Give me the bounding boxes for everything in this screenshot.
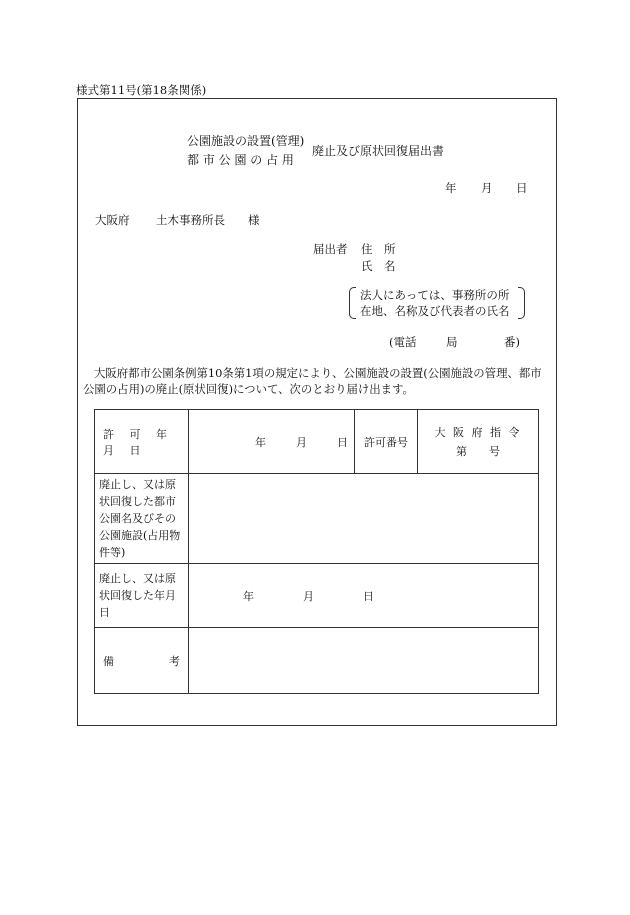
facility-field[interactable] [189,474,539,564]
title-suffix: 廃止及び原状回復届出書 [312,144,445,158]
title-line-1: 公園施設の設置(管理) [187,134,305,148]
permit-date-label: 許 可 年 月 日 [95,410,189,474]
remarks-label [95,628,189,694]
form-number: 様式第11号(第18条関係) [76,83,207,97]
corporate-note-left-brace [349,287,356,319]
permit-date-day: 日 [337,435,348,449]
addressee-prefecture: 大阪府 [95,213,130,227]
remarks-label-2: 考 [169,654,180,668]
directive-line-2: 第 号 [456,445,500,458]
remarks-label-1: 備 [103,654,114,668]
notifier-address-label: 住 所 [361,242,396,256]
title-line-2: 都 市 公 園 の 占 用 [187,153,294,167]
restored-year: 年 [243,589,254,603]
corporate-note-right-brace [518,287,525,319]
phone-exchange: 局 [446,335,458,349]
restored-month: 月 [303,589,314,603]
addressee-honorific: 様 [248,213,260,227]
notifier-name-label: 氏 名 [361,259,396,273]
restored-day: 日 [363,589,374,603]
permit-date-month: 月 [296,435,307,449]
body-text-line-2: 公園の占用)の廃止(原状回復)について、次のとおり届け出ます。 [83,382,414,396]
restored-date-field[interactable] [189,564,539,628]
directive-line-1: 大 阪 府 指 令 [434,426,522,439]
corporate-note-line-2: 在地、名称及び代表者の氏名 [360,304,510,318]
phone-number: 番) [504,335,520,349]
phone-open: (電話 [389,335,417,349]
permit-date-field[interactable] [189,410,355,474]
body-text-line-1: 大阪府都市公園条例第10条第1項の規定により、公園施設の設置(公園施設の管理、都市 [94,366,542,380]
addressee-office: 土木事務所長 [156,213,225,227]
facility-label: 廃止し、又は原状回復した都市公園名及びその公園施設(占用物件等) [95,474,189,564]
permit-number-label: 許可番号 [355,410,418,474]
notifier-label: 届出者 [313,242,348,256]
date-year-label: 年 [445,181,457,195]
date-day-label: 日 [516,181,528,195]
date-month-label: 月 [481,181,493,195]
corporate-note-line-1: 法人にあっては、事務所の所 [360,288,510,302]
directive-number-field[interactable] [418,410,539,474]
permit-date-year: 年 [255,435,266,449]
remarks-field[interactable] [189,628,539,694]
restored-date-label: 廃止し、又は原状回復した年月日 [95,564,189,628]
notification-table [94,409,539,694]
